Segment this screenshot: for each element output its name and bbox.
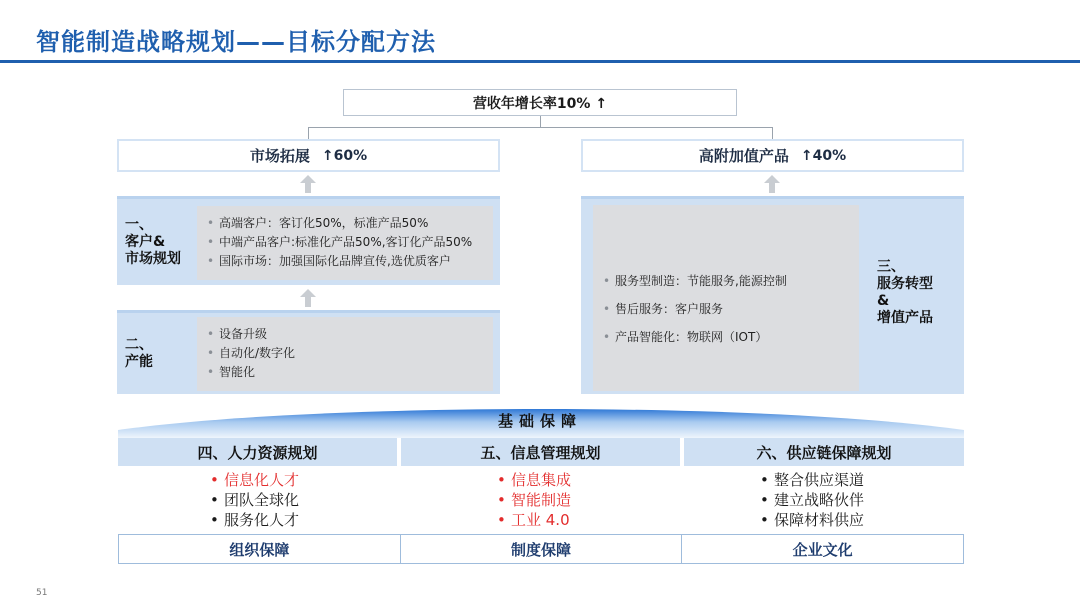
connector-right-drop — [772, 127, 773, 139]
goal-box: 营收年增长率10% ↑ — [343, 89, 737, 116]
connector-horizontal — [308, 127, 773, 128]
section-service-value-label: 三、 服务转型 & 增值产品 — [877, 259, 933, 326]
list-item: • 服务化人才 — [210, 511, 300, 529]
support-hr-title: 四、人力资源规划 — [118, 438, 397, 466]
list-item: • 高端客户：客订化50%，标准产品50% — [207, 214, 472, 233]
footer-culture: 企业文化 — [792, 540, 853, 559]
guarantee-row — [118, 534, 964, 564]
list-item: • 整合供应渠道 — [760, 471, 865, 489]
list-item: • 智能化 — [207, 363, 295, 382]
list-item: • 信息集成 — [497, 471, 572, 489]
support-info-title: 五、信息管理规划 — [401, 438, 680, 466]
list-item: • 工业 4.0 — [497, 511, 570, 529]
support-hr-list — [210, 470, 299, 530]
list-item: • 团队全球化 — [210, 491, 300, 509]
footer-org: 组织保障 — [119, 535, 401, 563]
section-capacity-label: 二、 产能 — [125, 337, 153, 370]
up-arrow-icon — [764, 175, 780, 193]
list-item: • 智能制造 — [497, 491, 572, 509]
list-item: • 产品智能化：物联网（IOT） — [603, 323, 787, 351]
section-customer-market — [117, 196, 500, 285]
list-item: • 自动化/数字化 — [207, 344, 295, 363]
list-item: • 保障材料供应 — [760, 511, 865, 529]
list-item: • 国际市场：加强国际化品牌宣传,选优质客户 — [207, 252, 472, 271]
section-service-value — [581, 196, 964, 394]
list-item: • 服务型制造：节能服务,能源控制 — [603, 267, 787, 295]
connector-left-drop — [308, 127, 309, 139]
value-product-label: 高附加值产品 — [698, 147, 789, 165]
list-item: • 中端产品客户:标准化产品50%,客订化产品50% — [207, 233, 472, 252]
market-expansion-box — [117, 139, 500, 172]
value-product-pct: ↑40% — [800, 147, 847, 164]
support-supply-title: 六、供应链保障规划 — [684, 438, 964, 466]
section-customer-market-content — [197, 206, 493, 280]
up-arrow-icon — [300, 175, 316, 193]
list-item: • 信息化人才 — [210, 471, 300, 489]
footer-system: 制度保障 — [401, 535, 683, 563]
section-service-value-content — [593, 205, 859, 391]
list-item: • 设备升级 — [207, 325, 295, 344]
list-item: • 售后服务：客户服务 — [603, 295, 787, 323]
value-product-box — [581, 139, 964, 172]
market-expansion-pct: ↑60% — [321, 147, 368, 164]
section-customer-market-label: 一、 客户& 市场规划 — [125, 217, 181, 267]
page-number: 51 — [36, 588, 48, 598]
list-item: • 建立战略伙伴 — [760, 491, 865, 509]
foundation-label: 基础保障 — [497, 412, 582, 430]
section-capacity-content — [197, 317, 493, 391]
support-supply-list — [760, 470, 864, 530]
up-arrow-icon — [300, 289, 316, 307]
market-expansion-label: 市场拓展 — [249, 147, 310, 165]
support-info-list — [497, 470, 571, 530]
title-underline — [0, 60, 1080, 63]
page-title: 智能制造战略规划——目标分配方法 — [36, 28, 436, 56]
section-capacity — [117, 310, 500, 394]
